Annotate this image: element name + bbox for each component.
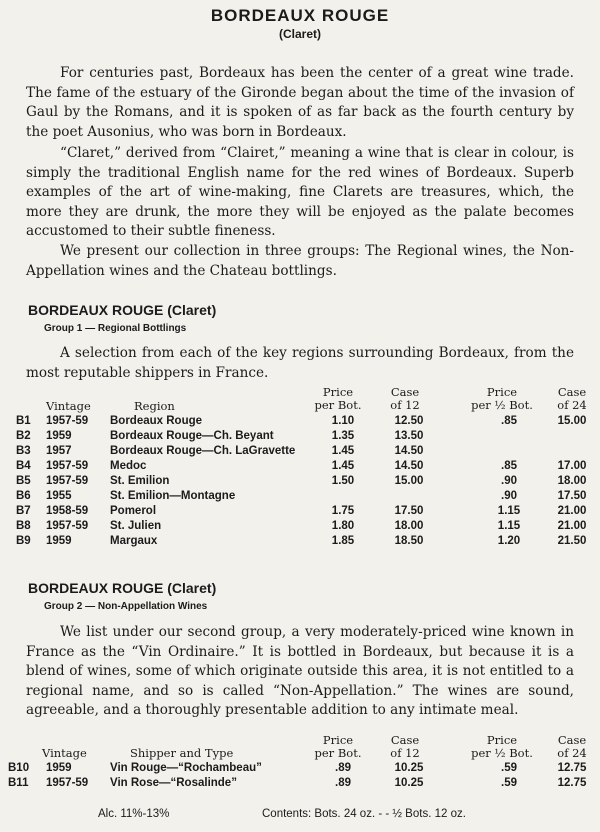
group2-description: We list under our second group, a very moderately-priced wine known in France as the “Vin Ordinaire.” It is bottled in Bordeaux, but because it is a blend of wines, some of which originate outside this area, it is not entitled to a regional name, and so is called “Non-Appellation.” The wines are sound, agreeable, and a thoroughly presentable addition to any intimate meal. (26, 624, 574, 719)
row-price-bot: 1.45 (331, 460, 355, 472)
row-vintage: 1957-59 (46, 460, 89, 472)
row-case12: 10.25 (394, 762, 424, 774)
row-case12: 17.50 (394, 505, 424, 517)
table-row (0, 430, 600, 446)
header-shipper: Shipper and Type (130, 746, 234, 760)
header-case12 (380, 734, 430, 760)
row-case24: 12.75 (557, 777, 587, 789)
row-code: B1 (16, 415, 31, 427)
row-code: B7 (16, 505, 31, 517)
row-region: St. Julien (110, 520, 162, 532)
row-price-half: .59 (501, 762, 517, 774)
table-row (0, 505, 600, 521)
header-price-bot-line1: Price (322, 385, 354, 399)
row-vintage: 1959 (46, 430, 72, 442)
row-vintage: 1955 (46, 490, 72, 502)
header-case24 (550, 386, 594, 412)
row-case24: 21.50 (557, 535, 587, 547)
row-price-bot: .89 (335, 777, 351, 789)
row-vintage: 1959 (46, 535, 72, 547)
row-price-half: .59 (501, 777, 517, 789)
intro-paragraph-2: “Claret,” derived from “Clairet,” meaning a wine that is clear in colour, is simply the traditional English name for the red wines of Bordeaux. Superb examples of the art of wine-making, fine Clarets are treasures, which, the more they are drunk, the more they will be enjoyed as the palate becomes accustomed to their subtle fineness. (26, 145, 574, 240)
group2-title: BORDEAUX ROUGE (Claret) (28, 580, 217, 596)
row-case12: 18.00 (394, 520, 424, 532)
header-case12-line1: Case (390, 385, 420, 399)
footer-alcohol: Alc. 11%-13% (98, 808, 170, 820)
header-case24-line1: Case (557, 385, 587, 399)
header-price-bot (306, 734, 370, 760)
header-price-half (466, 734, 538, 760)
row-case12: 14.50 (394, 445, 424, 457)
row-case12: 12.50 (394, 415, 424, 427)
row-case12: 10.25 (394, 777, 424, 789)
row-case24: 17.00 (557, 460, 587, 472)
row-price-bot: 1.45 (331, 445, 355, 457)
row-price-half: .85 (501, 415, 517, 427)
table-row (0, 460, 600, 476)
row-case24: 17.50 (557, 490, 587, 502)
table-row (0, 490, 600, 506)
footer-contents: Contents: Bots. 24 oz. - - ½ Bots. 12 oz. (262, 808, 466, 820)
row-region: St. Emilion—Montagne (110, 490, 236, 502)
row-case12: 14.50 (394, 460, 424, 472)
group1-subtitle: Group 1 — Regional Bottlings (44, 323, 187, 334)
header-case24-line1: Case (557, 733, 587, 747)
header-case12 (380, 386, 430, 412)
header-case24-line2: of 24 (557, 398, 587, 412)
row-vintage: 1958-59 (46, 505, 89, 517)
header-case24-line2: of 24 (557, 746, 587, 760)
row-price-bot: 1.75 (331, 505, 355, 517)
table-row (0, 445, 600, 461)
row-code: B6 (16, 490, 31, 502)
row-vintage: 1957-59 (46, 777, 89, 789)
header-price-bot-line1: Price (322, 733, 354, 747)
header-price-bot-line2: per Bot. (314, 746, 362, 760)
row-type: Vin Rose—“Rosalinde” (110, 777, 237, 789)
row-case24: 12.75 (557, 762, 587, 774)
intro-paragraph-3: We present our collection in three groups: The Regional wines, the Non-Appellation wines and the Chateau bottlings. (26, 243, 574, 279)
header-vintage: Vintage (42, 746, 87, 760)
row-code: B10 (8, 762, 30, 774)
table-row (0, 762, 600, 778)
row-vintage: 1957-59 (46, 520, 89, 532)
row-region: Bordeaux Rouge—Ch. LaGravette (110, 445, 296, 457)
row-price-half: .90 (501, 475, 517, 487)
group1-title: BORDEAUX ROUGE (Claret) (28, 302, 217, 318)
row-price-bot: .89 (335, 762, 351, 774)
table-row (0, 475, 600, 491)
header-price-bot (306, 386, 370, 412)
header-case24 (550, 734, 594, 760)
row-case24: 21.00 (557, 520, 587, 532)
page-subtitle: (Claret) (278, 27, 321, 41)
row-price-half: .90 (501, 490, 517, 502)
row-price-half: 1.20 (497, 535, 521, 547)
header-price-half-line2: per ½ Bot. (471, 746, 533, 760)
table-row (0, 520, 600, 536)
row-code: B3 (16, 445, 31, 457)
row-case24: 15.00 (557, 415, 587, 427)
header-price-half (466, 386, 538, 412)
row-vintage: 1957 (46, 445, 72, 457)
header-price-half-line1: Price (486, 733, 518, 747)
row-vintage: 1959 (46, 762, 72, 774)
header-case12-line2: of 12 (390, 398, 420, 412)
header-price-bot-line2: per Bot. (314, 398, 362, 412)
row-price-half: .85 (501, 460, 517, 472)
row-code: B11 (8, 777, 29, 789)
row-price-half: 1.15 (497, 520, 521, 532)
header-case12-line1: Case (390, 733, 420, 747)
row-code: B9 (16, 535, 31, 547)
row-type: Vin Rouge—“Rochambeau” (110, 762, 262, 774)
table-row (0, 777, 600, 793)
row-price-bot: 1.10 (331, 415, 355, 427)
row-price-bot: 1.85 (331, 535, 355, 547)
intro-paragraph-1: For centuries past, Bordeaux has been the center of a great wine trade. The fame of the estuary of the Gironde began about the time of the invasion of Gaul by the Romans, and it is spoken of as far back as the fourth century by the poet Ausonius, who was born in Bordeaux. (26, 65, 574, 140)
group1-description: A selection from each of the key regions surrounding Bordeaux, from the most reputable shippers in France. (26, 345, 574, 381)
header-vintage: Vintage (46, 399, 91, 413)
row-region: Pomerol (110, 505, 157, 517)
row-region: Medoc (110, 460, 147, 472)
page-title: BORDEAUX ROUGE (210, 6, 390, 25)
row-vintage: 1957-59 (46, 475, 89, 487)
row-price-half: 1.15 (497, 505, 521, 517)
row-code: B5 (16, 475, 31, 487)
table-row (0, 415, 600, 431)
row-case12: 13.50 (394, 430, 424, 442)
header-price-half-line1: Price (486, 385, 518, 399)
row-region: Bordeaux Rouge (110, 415, 203, 427)
row-code: B8 (16, 520, 31, 532)
row-case12: 18.50 (394, 535, 424, 547)
row-case24: 18.00 (557, 475, 587, 487)
header-price-half-line2: per ½ Bot. (471, 398, 533, 412)
row-vintage: 1957-59 (46, 415, 89, 427)
row-price-bot: 1.80 (331, 520, 355, 532)
row-code: B4 (16, 460, 31, 472)
row-case24: 21.00 (557, 505, 587, 517)
row-code: B2 (16, 430, 31, 442)
header-region: Region (134, 399, 175, 413)
row-case12: 15.00 (394, 475, 424, 487)
row-region: St. Emilion (110, 475, 170, 487)
row-price-bot: 1.50 (331, 475, 355, 487)
row-region: Margaux (110, 535, 158, 547)
group2-subtitle: Group 2 — Non-Appellation Wines (44, 601, 208, 612)
header-case12-line2: of 12 (390, 746, 420, 760)
table-row (0, 535, 600, 551)
row-price-bot: 1.35 (331, 430, 355, 442)
row-region: Bordeaux Rouge—Ch. Beyant (110, 430, 274, 442)
